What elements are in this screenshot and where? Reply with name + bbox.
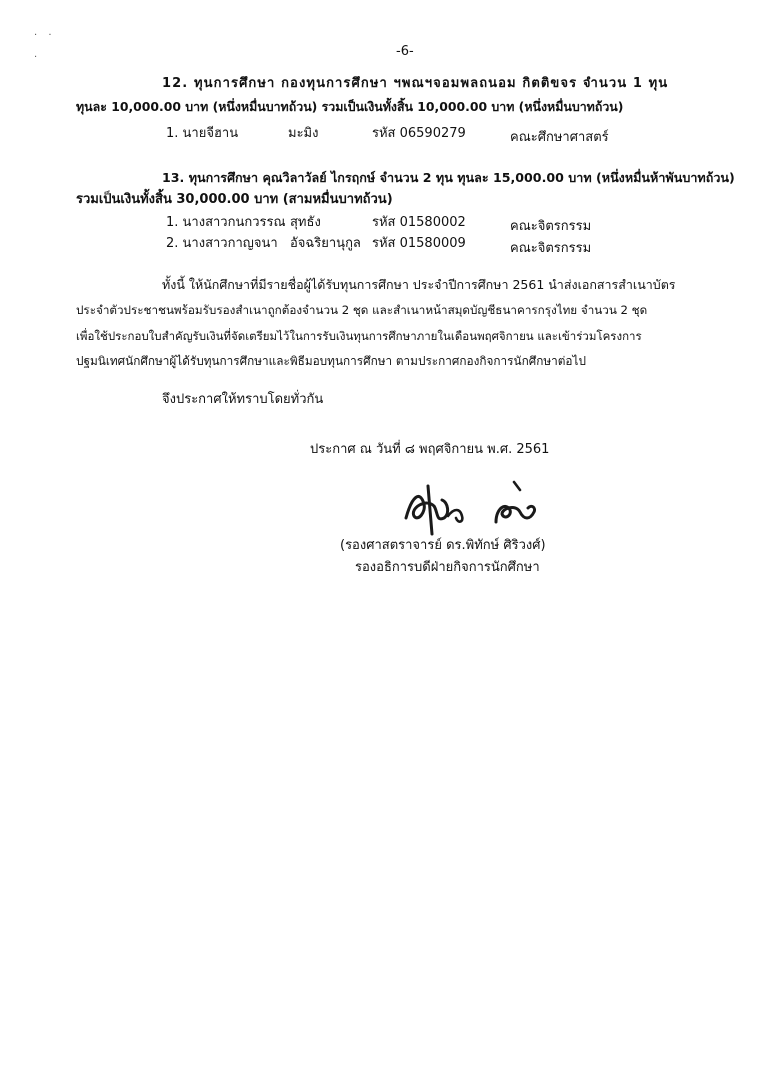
item12-heading: 12. ทุนการศึกษา กองทุนการศึกษา ฯพณฯจอมพลถนอม กิตติขจร จำนวน 1 ทุน (162, 76, 669, 91)
recipient-faculty: คณะจิตรกรรม (510, 219, 592, 234)
instructions-line: ปฐมนิเทศนักศึกษาผู้ได้รับทุนการศึกษาและพิธีมอบทุนการศึกษา ตามประกาศกองกิจการนักศึกษาต่อไป (76, 354, 586, 368)
signature-icon (398, 478, 558, 538)
item12-amount-line: ทุนละ 10,000.00 บาท (หนึ่งหมื่นบาทถ้วน) รวมเป็นเงินทั้งสิ้น 10,000.00 บาท (หนึ่งหมื่นบาทถ้วน) (76, 99, 624, 114)
announcement-date: ประกาศ ณ วันที่ ๘ พฤศจิกายน พ.ศ. 2561 (310, 442, 550, 457)
recipient-code: รหัส 01580009 (372, 236, 466, 251)
recipient-surname: สุทธัง (290, 215, 321, 230)
page-number: -6- (396, 44, 414, 59)
scan-speck: · · (34, 30, 56, 41)
recipient-faculty: คณะศึกษาศาสตร์ (510, 130, 609, 145)
recipient-faculty: คณะจิตรกรรม (510, 241, 592, 256)
item13-heading: 13. ทุนการศึกษา คุณวิลาวัลย์ ไกรฤกษ์ จำนวน 2 ทุน ทุนละ 15,000.00 บาท (หนึ่งหมื่นห้าพันบาทถ้วน) (162, 170, 735, 185)
recipient-name: 2. นางสาวกาญจนา (166, 236, 278, 251)
instructions-line: ทั้งนี้ ให้นักศึกษาที่มีรายชื่อผู้ได้รับทุนการศึกษา ประจำปีการศึกษา 2561 นำส่งเอกสารสำเนาบัตร (162, 277, 676, 292)
signatory-title: รองอธิการบดีฝ่ายกิจการนักศึกษา (355, 560, 540, 575)
instructions-line: เพื่อใช้ประกอบใบสำคัญรับเงินที่จัดเตรียมไว้ในการรับเงินทุนการศึกษาภายในเดือนพฤศจิกายน และเข้าร่วมโครงการ (76, 329, 642, 343)
recipient-surname: มะมิง (288, 126, 319, 141)
recipient-surname: อัจฉริยานุกูล (290, 236, 361, 251)
signatory-name: (รองศาสตราจารย์ ดร.พิทักษ์ ศิริวงศ์) (340, 538, 546, 553)
recipient-name: 1. นางสาวกนกวรรณ (166, 215, 286, 230)
instructions-line: ประจำตัวประชาชนพร้อมรับรองสำเนาถูกต้องจำนวน 2 ชุด และสำเนาหน้าสมุดบัญชีธนาคารกรุงไทย จำนวน 2 ชุด (76, 303, 648, 317)
recipient-code: รหัส 01580002 (372, 215, 466, 230)
recipient-name: 1. นายจีฮาน (166, 126, 239, 141)
scan-speck: · (34, 52, 38, 63)
closing-statement: จึงประกาศให้ทราบโดยทั่วกัน (162, 392, 324, 407)
recipient-code: รหัส 06590279 (372, 126, 466, 141)
item13-amount-line: รวมเป็นเงินทั้งสิ้น 30,000.00 บาท (สามหมื่นบาทถ้วน) (76, 192, 393, 207)
